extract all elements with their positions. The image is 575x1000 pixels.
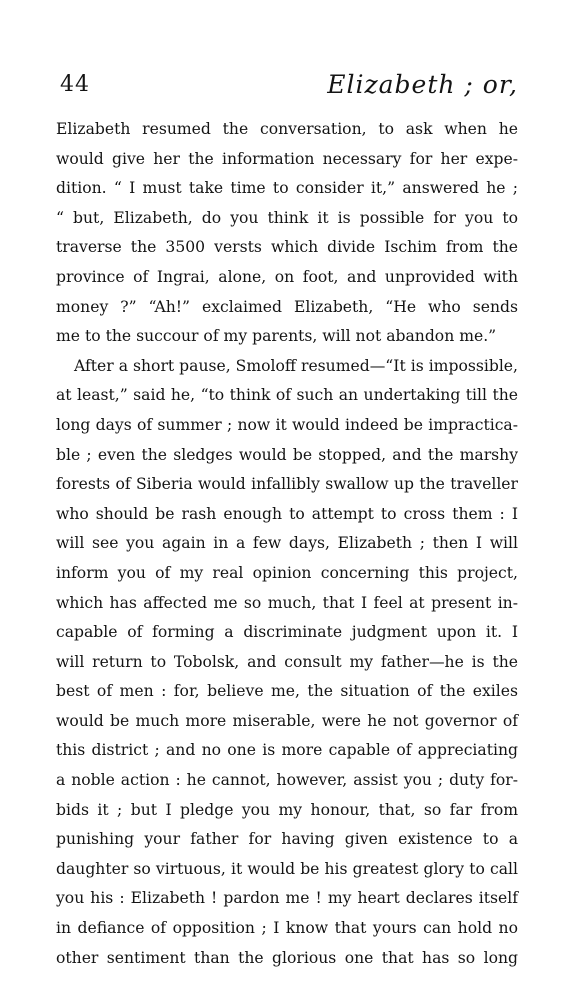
running-title: Elizabeth ; or, xyxy=(327,70,518,99)
text-line: money ?” “Ah!” exclaimed Elizabeth, “He who sends xyxy=(56,297,518,316)
page-header xyxy=(60,70,518,104)
text-line: in defiance of opposition ; I know that yours can hold no xyxy=(56,919,518,938)
text-line: “ but, Elizabeth, do you think it is possible for you to xyxy=(56,208,518,227)
text-line: which has affected me so much, that I feel at present in- xyxy=(56,593,518,612)
text-line: inform you of my real opinion concerning this project, xyxy=(56,563,518,582)
text-line: best of men : for, believe me, the situation of the exiles xyxy=(56,682,518,701)
body-text xyxy=(56,115,518,973)
page-number: 44 xyxy=(60,72,90,97)
text-line: this district ; and no one is more capable of appreciating xyxy=(56,741,518,760)
text-line: province of Ingrai, alone, on foot, and unprovided with xyxy=(56,267,518,286)
text-line: me to the succour of my parents, will not abandon me.” xyxy=(56,327,497,346)
text-line: traverse the 3500 versts which divide Ischim from the xyxy=(56,238,518,257)
text-line: would be much more miserable, were he not governor of xyxy=(56,711,518,730)
text-line: punishing your father for having given existence to a xyxy=(56,830,518,849)
text-line: who should be rash enough to attempt to cross them : I xyxy=(56,504,518,523)
text-line: dition. “ I must take time to consider it,” answered he ; xyxy=(56,179,518,198)
paragraph-2 xyxy=(56,352,518,973)
text-line: bids it ; but I pledge you my honour, that, so far from xyxy=(56,800,518,819)
text-line: would give her the information necessary for her expe- xyxy=(56,149,518,168)
text-line: other sentiment than the glorious one that has so long xyxy=(56,948,518,967)
paragraph-1 xyxy=(56,115,518,352)
text-line: After a short pause, Smoloff resumed—“It is impossible, xyxy=(74,356,518,375)
text-line: long days of summer ; now it would indeed be impractica- xyxy=(56,415,518,434)
text-line: at least,” said he, “to think of such an undertaking till the xyxy=(56,386,518,405)
text-line: will see you again in a few days, Elizabeth ; then I will xyxy=(56,534,518,553)
text-line: daughter so virtuous, it would be his greatest glory to call xyxy=(56,859,518,878)
text-line: Elizabeth resumed the conversation, to ask when he xyxy=(56,120,518,138)
text-line: forests of Siberia would infallibly swallow up the traveller xyxy=(56,475,518,494)
text-line: will return to Tobolsk, and consult my father—he is the xyxy=(56,652,518,671)
text-line: capable of forming a discriminate judgment upon it. I xyxy=(56,623,518,642)
text-line: ble ; even the sledges would be stopped, and the marshy xyxy=(56,445,518,464)
text-line: a noble action : he cannot, however, assist you ; duty for- xyxy=(56,771,518,790)
text-line: you his : Elizabeth ! pardon me ! my heart declares itself xyxy=(56,889,518,908)
